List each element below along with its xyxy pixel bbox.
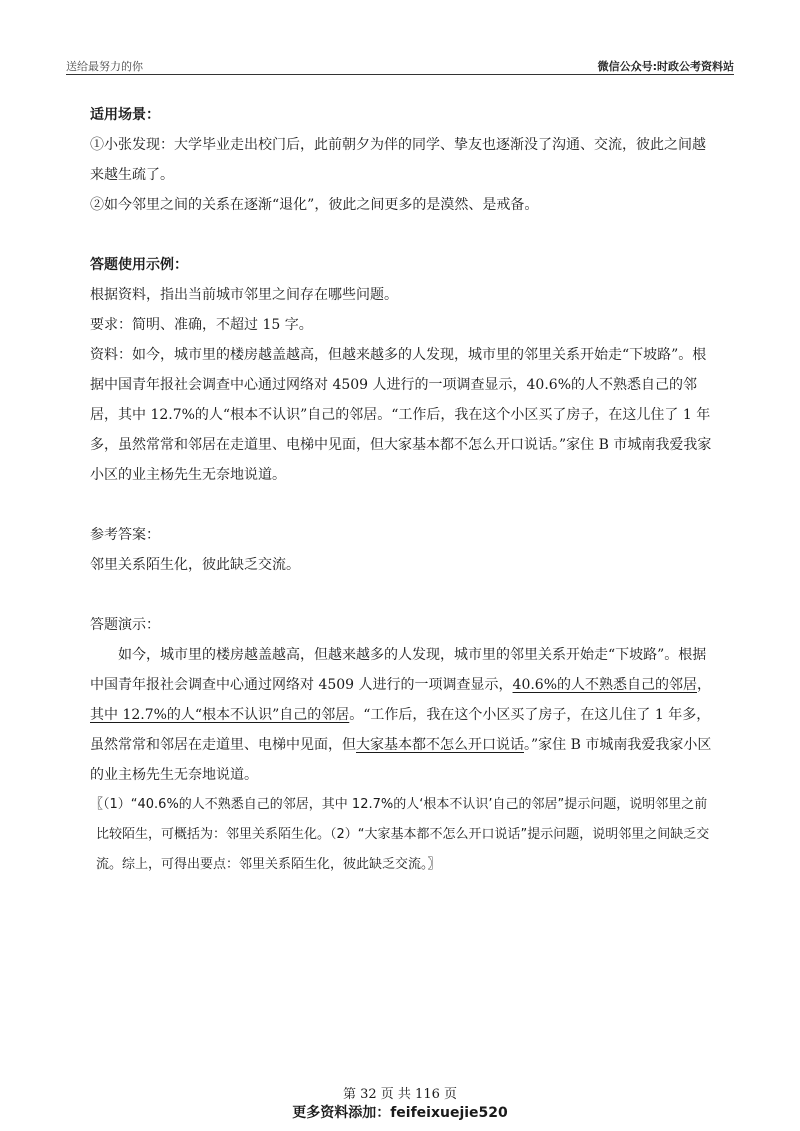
reference-title: 参考答案： bbox=[90, 527, 160, 543]
spacer bbox=[90, 580, 714, 610]
header-wechat-account: 微信公众号:时政公考资料站 bbox=[597, 60, 734, 73]
example-material: 资料：如今，城市里的楼房越盖越高，但越来越多的人发现，城市里的邻里关系开始走“下坡路”。根据中国青年报社会调查中心通过网络对 4509 人进行的一项调查显示，40.6%的人不熟悉自己的邻居，其中 12.7%的人“根本不认识”自己的邻居。“工作后，我在这个小区买了房子，在这儿住了 1 年多，虽然常常和邻居在走道里、电梯中见面，但大家基本都不怎么开口说话。”家住 B 市城南我爱我家小区的业主杨先生无奈地说道。 bbox=[90, 347, 712, 483]
page-number: 第 32 页 共 116 页 bbox=[342, 1087, 458, 1102]
example-title: 答题使用示例： bbox=[90, 257, 188, 273]
demo-title: 答题演示： bbox=[90, 617, 160, 633]
demo-underline-3: 大家基本都不怎么开口说话 bbox=[356, 737, 524, 753]
demo-text-2: ， bbox=[697, 677, 712, 693]
demo-text-4: 。”家住 B 市城南我爱我家小区的业主杨先生无奈地说道。 bbox=[90, 737, 712, 783]
demo-underline-1: 40.6%的人不熟悉自己的邻居 bbox=[512, 677, 698, 693]
demo-text-3: 。“工作后，我在这个小区买了房子，在这儿住了 1 年多，虽然常常和邻居在走道里、电梯中见面，但 bbox=[90, 707, 711, 753]
example-question: 根据资料，指出当前城市邻里之间存在哪些问题。 bbox=[90, 287, 398, 303]
example-requirement: 要求：简明、准确，不超过 15 字。 bbox=[90, 317, 313, 333]
demo-underline-2: 其中 12.7%的人“根本不认识”自己的邻居 bbox=[90, 707, 350, 723]
header-slogan: 送给最努力的你 bbox=[66, 60, 143, 73]
footer-contact: 更多资料添加：feifeixuejie520 bbox=[292, 1105, 508, 1121]
demo-analysis: 〖（1）“40.6%的人不熟悉自己的邻居，其中 12.7%的人‘根本不认识’自己的邻居”提示问题，说明邻里之前比较陌生，可概括为：邻里关系陌生化。（2）“大家基本都不怎么开口说话”提示问题，说明邻里之间缺乏交流。综上，可得出要点：邻里关系陌生化，彼此缺乏交流。〗 bbox=[90, 797, 710, 872]
spacer bbox=[90, 490, 714, 520]
demo-paragraph bbox=[90, 640, 714, 790]
document-body bbox=[90, 100, 714, 880]
page-header bbox=[66, 56, 734, 75]
reference-answer: 邻里关系陌生化，彼此缺乏交流。 bbox=[90, 557, 300, 573]
scenario-item-1: ①小张发现：大学毕业走出校门后，此前朝夕为伴的同学、挚友也逐渐没了沟通、交流，彼此之间越来越生疏了。 bbox=[90, 137, 706, 183]
scenario-item-2: ②如今邻里之间的关系在逐渐“退化”，彼此之间更多的是漠然、是戒备。 bbox=[90, 197, 539, 213]
demo-text-1: 如今，城市里的楼房越盖越高，但越来越多的人发现，城市里的邻里关系开始走“下坡路”。根据中国青年报社会调查中心通过网络对 4509 人进行的一项调查显示， bbox=[90, 647, 707, 693]
scenario-title: 适用场景： bbox=[90, 107, 160, 123]
spacer bbox=[90, 220, 714, 250]
